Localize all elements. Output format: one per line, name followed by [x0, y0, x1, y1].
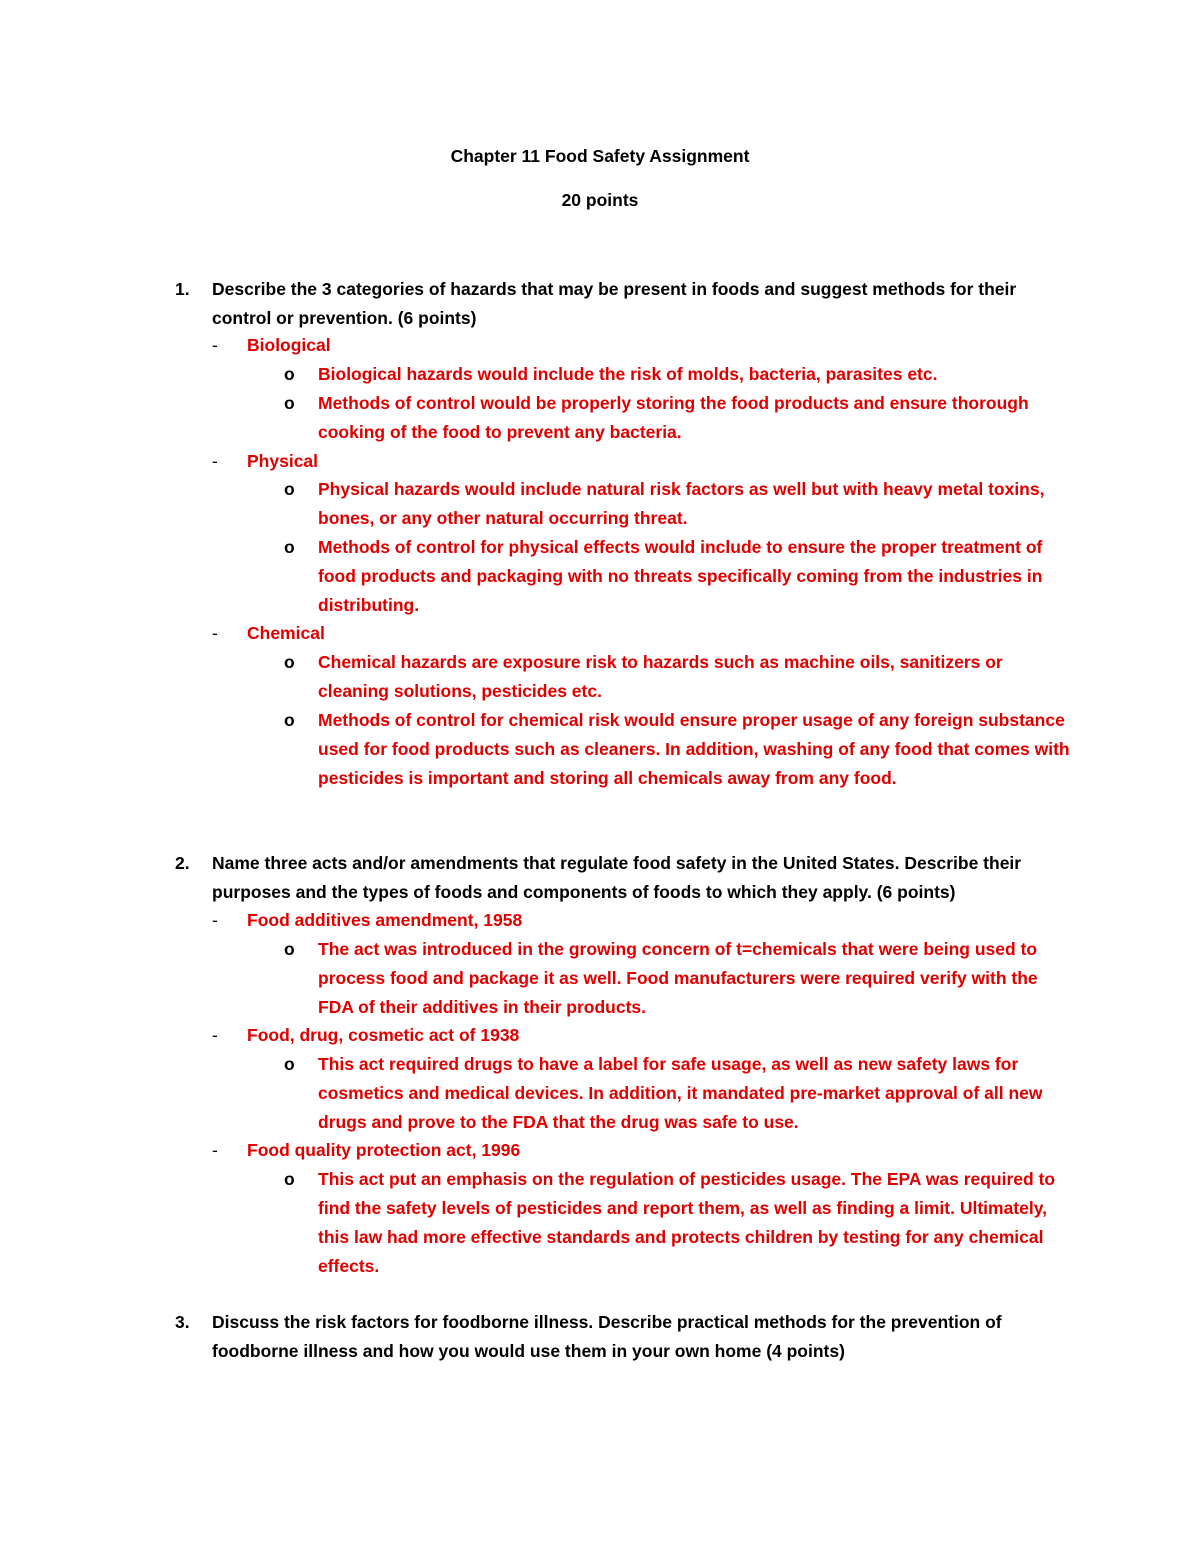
document-title: Chapter 11 Food Safety Assignment — [450, 146, 750, 166]
category-label: Biological — [247, 335, 331, 355]
detail-item — [284, 935, 1074, 1022]
detail-item — [284, 360, 1074, 389]
dash-marker: - — [212, 1140, 218, 1160]
category-biological — [212, 331, 1072, 360]
detail-text: Methods of control for physical effects would include to ensure the proper treatment of food products and packaging with no threats specifically coming from the industries in distributing. — [318, 537, 1043, 615]
question-text: Discuss the risk factors for foodborne illness. Describe practical methods for the prevention of foodborne illness and how you would use them in your own home (4 points) — [212, 1312, 1002, 1361]
bullet-marker: o — [284, 537, 295, 557]
category-chemical — [212, 619, 1072, 648]
detail-item — [284, 1050, 1074, 1137]
detail-text: This act required drugs to have a label for safe usage, as well as new safety laws for cosmetics and medical devices. In addition, it mandated pre-market approval of all new drugs and prove to the FDA that the drug was safe to use. — [318, 1054, 1043, 1132]
dash-marker: - — [212, 623, 218, 643]
question-1 — [175, 275, 1075, 333]
detail-text: The act was introduced in the growing concern of t=chemicals that were being used to process food and package it as well. Food manufacturers were required verify with the FDA of their additives in their products. — [318, 939, 1038, 1017]
detail-text: Physical hazards would include natural risk factors as well but with heavy metal toxins, bones, or any other natural occurring threat. — [318, 479, 1045, 528]
detail-text: Chemical hazards are exposure risk to hazards such as machine oils, sanitizers or cleaning solutions, pesticides etc. — [318, 652, 1003, 701]
detail-text: Methods of control for chemical risk would ensure proper usage of any foreign substance used for food products such as cleaners. In addition, washing of any food that comes with pesticides is important and storing all chemicals away from any food. — [318, 710, 1070, 788]
category-fqp-act — [212, 1136, 1072, 1165]
category-food-additives — [212, 906, 1072, 935]
category-label: Chemical — [247, 623, 325, 643]
bullet-marker: o — [284, 1169, 295, 1189]
dash-marker: - — [212, 451, 218, 471]
bullet-marker: o — [284, 479, 295, 499]
question-text: Name three acts and/or amendments that regulate food safety in the United States. Describe their purposes and the types of foods and components of foods to which they apply. (6 points) — [212, 853, 1022, 902]
bullet-marker: o — [284, 710, 295, 730]
question-3 — [175, 1308, 1075, 1366]
detail-text: Biological hazards would include the risk of molds, bacteria, parasites etc. — [318, 364, 938, 384]
detail-item — [284, 706, 1074, 793]
dash-marker: - — [212, 910, 218, 930]
detail-text: Methods of control would be properly storing the food products and ensure thorough cooking of the food to prevent any bacteria. — [318, 393, 1029, 442]
detail-item — [284, 1165, 1074, 1281]
bullet-marker: o — [284, 364, 295, 384]
category-label: Physical — [247, 451, 319, 471]
detail-item — [284, 648, 1074, 706]
question-number: 3. — [175, 1312, 190, 1332]
detail-item — [284, 533, 1074, 620]
bullet-marker: o — [284, 1054, 295, 1074]
category-label: Food quality protection act, 1996 — [247, 1140, 521, 1160]
detail-item — [284, 475, 1074, 533]
bullet-marker: o — [284, 652, 295, 672]
bullet-marker: o — [284, 939, 295, 959]
question-number: 1. — [175, 279, 190, 299]
question-2 — [175, 849, 1075, 907]
question-number: 2. — [175, 853, 190, 873]
category-fdc-act — [212, 1021, 1072, 1050]
category-physical — [212, 447, 1072, 476]
detail-item — [284, 389, 1074, 447]
detail-text: This act put an emphasis on the regulation of pesticides usage. The EPA was required to find the safety levels of pesticides and report them, as well as finding a limit. Ultimately, this law had more effective standards and protects children by testing for any chemical effects. — [318, 1169, 1056, 1276]
bullet-marker: o — [284, 393, 295, 413]
dash-marker: - — [212, 335, 218, 355]
dash-marker: - — [212, 1025, 218, 1045]
document-points: 20 points — [561, 190, 639, 210]
category-label: Food, drug, cosmetic act of 1938 — [247, 1025, 520, 1045]
category-label: Food additives amendment, 1958 — [247, 910, 523, 930]
question-text: Describe the 3 categories of hazards that may be present in foods and suggest methods for their control or prevention. (6 points) — [212, 279, 1017, 328]
